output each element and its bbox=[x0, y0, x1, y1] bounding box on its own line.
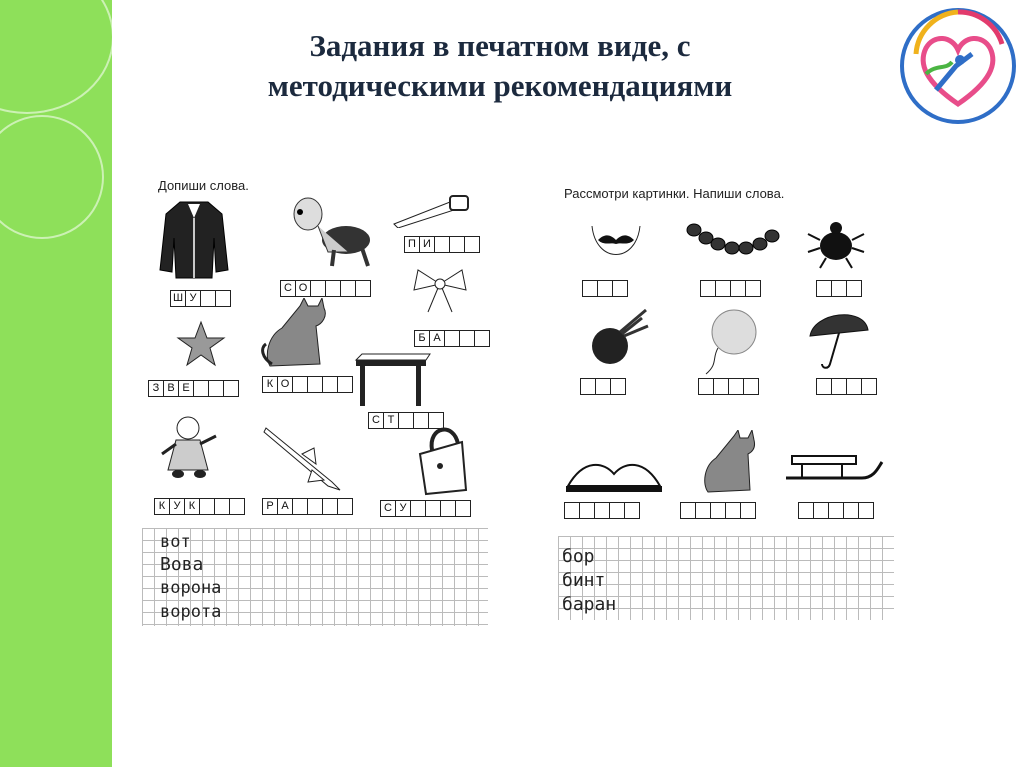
answer-boxes bbox=[580, 378, 626, 395]
letter-cell bbox=[337, 498, 353, 515]
letter-cell: Ш bbox=[170, 290, 186, 307]
letter-cell bbox=[410, 500, 426, 517]
letter-cell: К bbox=[154, 498, 170, 515]
letter-cell bbox=[831, 280, 847, 297]
letter-cell bbox=[698, 378, 714, 395]
letter-cell bbox=[610, 378, 626, 395]
letter-cell: Т bbox=[383, 412, 399, 429]
letter-cell bbox=[200, 290, 216, 307]
worksheet-left bbox=[142, 170, 490, 630]
letter-cell: Б bbox=[414, 330, 430, 347]
balloon-picture bbox=[698, 306, 760, 378]
letter-cell bbox=[798, 502, 814, 519]
letter-cell bbox=[595, 378, 611, 395]
letter-cell bbox=[695, 502, 711, 519]
answer-boxes bbox=[414, 330, 490, 347]
letter-cell: Е bbox=[178, 380, 194, 397]
letter-cell: У bbox=[169, 498, 185, 515]
fur-coat-picture bbox=[158, 198, 230, 282]
practice-word: бинт bbox=[562, 570, 606, 591]
letter-cell bbox=[861, 378, 877, 395]
bow-picture bbox=[412, 266, 468, 314]
answer-boxes bbox=[154, 498, 245, 515]
book-picture bbox=[564, 454, 664, 494]
answer-boxes bbox=[698, 378, 759, 395]
decorative-ring bbox=[0, 115, 104, 239]
letter-cell bbox=[728, 378, 744, 395]
letter-cell: П bbox=[404, 236, 420, 253]
answer-boxes bbox=[680, 502, 756, 519]
letter-cell bbox=[464, 236, 480, 253]
letter-cell bbox=[355, 280, 371, 297]
letter-cell bbox=[713, 378, 729, 395]
letter-cell: У bbox=[185, 290, 201, 307]
dog-picture bbox=[288, 190, 372, 270]
slide-title-line1: Задания в печатном виде, с bbox=[309, 28, 691, 63]
letter-cell bbox=[307, 376, 323, 393]
sled-picture bbox=[782, 448, 886, 494]
letter-cell bbox=[710, 502, 726, 519]
answer-boxes bbox=[262, 498, 353, 515]
letter-cell bbox=[624, 502, 640, 519]
letter-cell bbox=[455, 500, 471, 517]
decorative-ring bbox=[0, 0, 112, 114]
letter-cell bbox=[474, 330, 490, 347]
star-picture bbox=[176, 320, 226, 368]
letter-cell bbox=[680, 502, 696, 519]
slide-title-line2: методическими рекомендациями bbox=[267, 68, 733, 103]
letter-cell: О bbox=[277, 376, 293, 393]
answer-boxes bbox=[816, 280, 862, 297]
letter-cell bbox=[828, 502, 844, 519]
answer-boxes bbox=[262, 376, 353, 393]
letter-cell bbox=[325, 280, 341, 297]
answer-boxes bbox=[700, 280, 761, 297]
worksheet-instruction: Рассмотри картинки. Напиши слова. bbox=[564, 186, 785, 201]
letter-cell bbox=[449, 236, 465, 253]
letter-cell: Р bbox=[262, 498, 278, 515]
letter-cell bbox=[715, 280, 731, 297]
letter-cell bbox=[594, 502, 610, 519]
answer-boxes bbox=[404, 236, 480, 253]
letter-cell: И bbox=[419, 236, 435, 253]
letter-cell bbox=[816, 378, 832, 395]
letter-cell bbox=[208, 380, 224, 397]
letter-cell bbox=[582, 280, 598, 297]
cat-picture bbox=[260, 298, 334, 370]
doll-picture bbox=[160, 414, 220, 480]
answer-boxes bbox=[380, 500, 471, 517]
saw-picture bbox=[392, 194, 472, 228]
answer-boxes bbox=[148, 380, 239, 397]
letter-cell bbox=[846, 378, 862, 395]
letter-cell bbox=[337, 376, 353, 393]
answer-boxes bbox=[564, 502, 640, 519]
letter-cell bbox=[816, 280, 832, 297]
mustache-picture bbox=[588, 224, 644, 270]
letter-cell bbox=[307, 498, 323, 515]
letter-cell: З bbox=[148, 380, 164, 397]
letter-cell bbox=[292, 376, 308, 393]
letter-cell bbox=[215, 290, 231, 307]
letter-cell bbox=[843, 502, 859, 519]
letter-cell: А bbox=[277, 498, 293, 515]
rocket-picture bbox=[262, 424, 348, 494]
cat-picture bbox=[698, 430, 762, 494]
slide-title bbox=[150, 26, 850, 106]
letter-cell bbox=[831, 378, 847, 395]
letter-cell: А bbox=[429, 330, 445, 347]
letter-cell bbox=[858, 502, 874, 519]
letter-cell bbox=[229, 498, 245, 515]
letter-cell bbox=[609, 502, 625, 519]
letter-cell bbox=[579, 502, 595, 519]
letter-cell: С bbox=[368, 412, 384, 429]
worksheet-instruction: Допиши слова. bbox=[158, 178, 249, 193]
letter-cell bbox=[214, 498, 230, 515]
letter-cell bbox=[813, 502, 829, 519]
worksheet-right bbox=[558, 178, 896, 624]
letter-cell bbox=[223, 380, 239, 397]
answer-boxes bbox=[798, 502, 874, 519]
decorative-sidebar bbox=[0, 0, 112, 767]
letter-cell: К bbox=[184, 498, 200, 515]
beads-picture bbox=[684, 220, 784, 264]
answer-boxes bbox=[816, 378, 877, 395]
letter-cell bbox=[612, 280, 628, 297]
letter-cell bbox=[444, 330, 460, 347]
letter-cell bbox=[730, 280, 746, 297]
letter-cell bbox=[434, 236, 450, 253]
letter-cell bbox=[440, 500, 456, 517]
practice-word: ворона bbox=[160, 578, 222, 598]
letter-cell bbox=[846, 280, 862, 297]
letter-cell bbox=[580, 378, 596, 395]
practice-word: баран bbox=[562, 594, 617, 615]
beetle-picture bbox=[806, 214, 866, 270]
table-picture bbox=[352, 350, 432, 408]
letter-cell bbox=[740, 502, 756, 519]
onion-picture bbox=[586, 308, 650, 368]
letter-cell bbox=[199, 498, 215, 515]
letter-cell: В bbox=[163, 380, 179, 397]
letter-cell: У bbox=[395, 500, 411, 517]
letter-cell bbox=[564, 502, 580, 519]
answer-boxes bbox=[170, 290, 231, 307]
letter-cell bbox=[597, 280, 613, 297]
letter-cell bbox=[322, 498, 338, 515]
bag-picture bbox=[414, 420, 470, 496]
letter-cell: С bbox=[280, 280, 296, 297]
letter-cell bbox=[310, 280, 326, 297]
practice-word: бор bbox=[562, 546, 595, 567]
letter-cell bbox=[322, 376, 338, 393]
answer-boxes bbox=[280, 280, 371, 297]
letter-cell bbox=[743, 378, 759, 395]
letter-cell bbox=[292, 498, 308, 515]
answer-boxes bbox=[582, 280, 628, 297]
letter-cell: К bbox=[262, 376, 278, 393]
letter-cell bbox=[725, 502, 741, 519]
letter-cell bbox=[459, 330, 475, 347]
letter-cell bbox=[700, 280, 716, 297]
letter-cell bbox=[425, 500, 441, 517]
letter-cell bbox=[193, 380, 209, 397]
letter-cell bbox=[398, 412, 414, 429]
practice-word: ворота bbox=[160, 602, 222, 622]
letter-cell: О bbox=[295, 280, 311, 297]
letter-cell bbox=[745, 280, 761, 297]
practice-word: Вова bbox=[160, 554, 204, 575]
umbrella-picture bbox=[806, 306, 872, 372]
heart-logo-icon bbox=[896, 4, 1020, 128]
practice-word: вот bbox=[160, 532, 191, 552]
letter-cell: С bbox=[380, 500, 396, 517]
letter-cell bbox=[340, 280, 356, 297]
